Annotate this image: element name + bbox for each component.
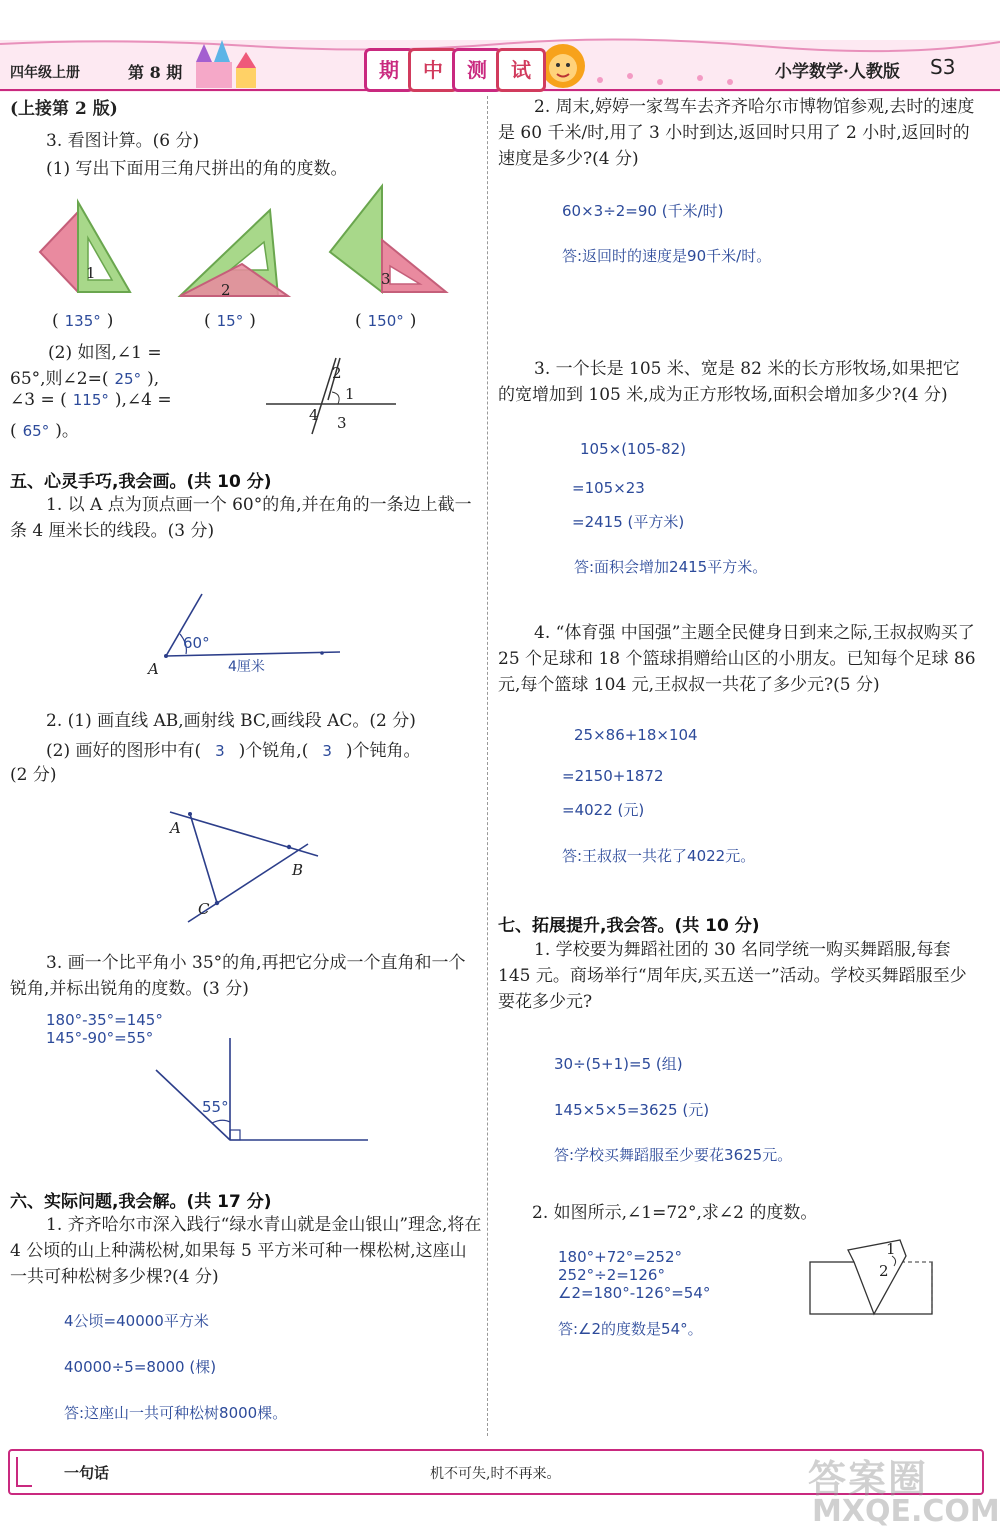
angle-answer-2: ( 15° ) [204, 311, 256, 331]
q3-2-line3: ∠3 = ( 115° ),∠4 = [10, 390, 172, 410]
point-a-label: A [170, 819, 181, 837]
point-b-label: B [292, 861, 304, 879]
r-q2-answer: 答:返回时的速度是90千米/时。 [562, 247, 772, 265]
badge-2: 中 [408, 48, 458, 92]
tri-label-2: 2 [221, 281, 231, 299]
triangle-ruler-figures [30, 180, 470, 310]
r-q4-step-1: 25×86+18×104 [574, 726, 698, 744]
r-q2-text: 2. 周末,婷婷一家驾车去齐齐哈尔市博物馆参观,去时的速度是 60 千米/时,用了 3 小时到达,返回时只用了 2 小时,返回时的速度是多少?(4 分) [498, 97, 975, 169]
triangle-abc-figure [160, 800, 330, 930]
footer-corner-decoration [16, 1457, 32, 1487]
s7q1-step-2: 145×5×5=3625 (元) [554, 1101, 710, 1119]
r-q3-text: 3. 一个长是 105 米、宽是 82 米的长方形牧场,如果把它的宽增加到 105 米,成为正方形牧场,面积会增加多少?(4 分) [498, 359, 960, 405]
s5q3-angle-label: 55° [202, 1098, 229, 1116]
fig-label-1: 1 [345, 385, 355, 403]
s5q1-vertex-label: A [148, 660, 159, 678]
fig-label-4: 4 [309, 406, 319, 424]
badge-4: 试 [496, 48, 546, 92]
r-q4-answer: 答:王叔叔一共花了4022元。 [562, 847, 756, 865]
fig-label-2: 2 [332, 364, 342, 382]
watermark-top: 答案圈 [808, 1457, 929, 1501]
s5-q2-2-score: (2 分) [10, 765, 57, 785]
footer-label: 一句话 [64, 1464, 110, 1482]
r-q2-step-1: 60×3÷2=90 (千米/时) [562, 202, 724, 220]
s5-q3-text: 3. 画一个比平角小 35°的角,再把它分成一个直角和一个锐角,并标出锐角的度数。(3 分) [10, 953, 466, 999]
s5q3-calc-1: 180°-35°=145° [46, 1011, 163, 1029]
footer-quote: 机不可失,时不再来。 [430, 1466, 561, 1482]
issue-label: 第 8 期 [128, 63, 183, 82]
section-6-title: 六、实际问题,我会解。(共 17 分) [10, 1192, 272, 1212]
s7q1-answer: 答:学校买舞蹈服至少要花3625元。 [554, 1146, 793, 1164]
lion-mascot-icon [541, 44, 585, 88]
q3-title: 3. 看图计算。(6 分) [46, 131, 200, 151]
continued-note: (上接第 2 版) [10, 99, 118, 119]
folded-rectangle-figure [806, 1238, 936, 1318]
s5-q2-2-text: (2) 画好的图形中有( 3 )个锐角,( 3 )个钝角。 [46, 741, 421, 761]
s6q1-answer: 答:这座山一共可种松树8000棵。 [64, 1404, 288, 1422]
r-q4-step-2: =2150+1872 [562, 767, 664, 785]
column-divider [487, 96, 488, 1436]
q3-2-line1: (2) 如图,∠1 = [48, 343, 162, 363]
angle-answer-3: ( 150° ) [355, 311, 417, 331]
s5q1-length-label: 4厘米 [228, 659, 265, 675]
s7q2-step-3: ∠2=180°-126°=54° [558, 1284, 711, 1302]
r-q3-step-2: =105×23 [572, 479, 645, 497]
s7-q2-text: 2. 如图所示,∠1=72°,求∠2 的度数。 [532, 1203, 818, 1223]
page-number: S3 [930, 55, 956, 79]
fold-label-2: 2 [879, 1262, 889, 1280]
s7q2-step-2: 252°÷2=126° [558, 1266, 665, 1284]
section-7-title: 七、拓展提升,我会答。(共 10 分) [498, 916, 760, 936]
grade-label: 四年级上册 [10, 65, 80, 81]
s7q2-answer: 答:∠2的度数是54°。 [558, 1320, 703, 1338]
s5q3-calc-2: 145°-90°=55° [46, 1029, 154, 1047]
point-c-label: C [198, 900, 210, 918]
s7q2-step-1: 180°+72°=252° [558, 1248, 682, 1266]
s5-q1-text: 1. 以 A 点为顶点画一个 60°的角,并在角的一条边上截一条 4 厘米长的线段。(3 分) [10, 495, 472, 541]
section-5-title: 五、心灵手巧,我会画。(共 10 分) [10, 472, 272, 492]
q3-2-line4: ( 65° )。 [10, 421, 79, 441]
page-header [0, 0, 1000, 92]
s6q1-step-2: 40000÷5=8000 (棵) [64, 1358, 217, 1376]
r-q3-step-1: 105×(105-82) [580, 440, 687, 458]
r-q3-step-3: =2415 (平方米) [572, 513, 685, 531]
s6-q1-text: 1. 齐齐哈尔市深入践行“绿水青山就是金山银山”理念,将在 4 公顷的山上种满松树,如果每 5 平方米可种一棵松树,这座山一共可种松树多少棵?(4 分) [10, 1215, 482, 1287]
angle-answer-1: ( 135° ) [52, 311, 114, 331]
q3-1-text: (1) 写出下面用三角尺拼出的角的度数。 [46, 159, 348, 179]
q3-2-line2: 65°,则∠2=( 25° ), [10, 369, 160, 389]
tri-label-3: 3 [381, 270, 391, 288]
subject-label: 小学数学·人教版 [775, 62, 900, 82]
badge-1: 期 [364, 48, 414, 92]
r-q4-text: 4. “体育强 中国强”主题全民健身日到来之际,王叔叔购买了 25 个足球和 18 个篮球捐赠给山区的小朋友。已知每个足球 86 元,每个篮球 104 元,王叔叔一共花了多少元?(5 分) [498, 623, 976, 695]
r-q4-step-3: =4022 (元) [562, 801, 645, 819]
s7-q1-text: 1. 学校要为舞蹈社团的 30 名同学统一购买舞蹈服,每套 145 元。商场举行“周年庆,买五送一”活动。学校买舞蹈服至少要花多少元? [498, 940, 967, 1012]
s5q1-angle-label: 60° [183, 634, 210, 652]
watermark-bottom: MXQE.COM [812, 1494, 1000, 1529]
s5-q2-1-text: 2. (1) 画直线 AB,画射线 BC,画线段 AC。(2 分) [46, 711, 416, 731]
badge-3: 测 [452, 48, 502, 92]
s6q1-step-1: 4公顷=40000平方米 [64, 1312, 209, 1330]
s7q1-step-1: 30÷(5+1)=5 (组) [554, 1055, 683, 1073]
fig-label-3: 3 [337, 414, 347, 432]
angle-55-figure [150, 1036, 372, 1142]
fold-label-1: 1 [886, 1240, 896, 1258]
r-q3-answer: 答:面积会增加2415平方米。 [574, 558, 768, 576]
tri-label-1: 1 [86, 264, 96, 282]
